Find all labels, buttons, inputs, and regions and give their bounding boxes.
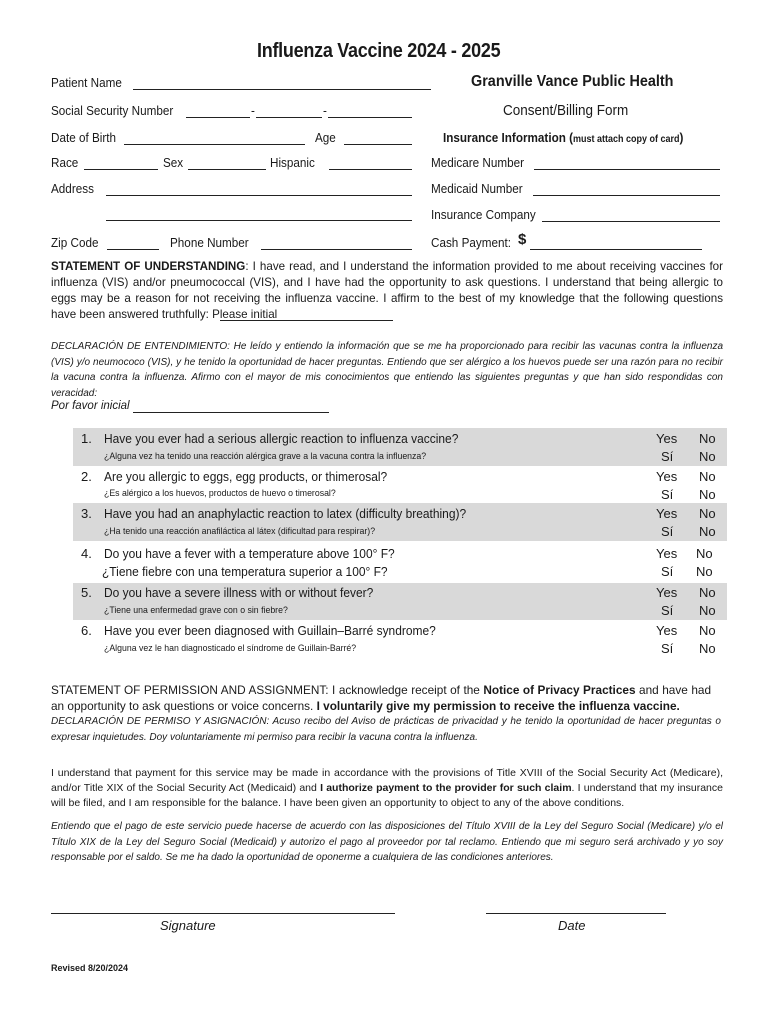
medicare-field[interactable] <box>534 169 720 170</box>
question-5-yes[interactable]: Yes <box>656 585 678 600</box>
permission-mid: and have had an opportunity to ask questions or voice concerns. <box>51 683 711 713</box>
question-1-yes[interactable]: Yes <box>656 431 678 446</box>
privacy-notice-text: Notice of Privacy Practices <box>483 683 636 697</box>
patient-name-field[interactable] <box>133 89 431 90</box>
payment-lead: I understand that payment for this service may be made in accordance with the provisions of Title XVIII of the Social Security Act (Medicare), and/or Title XIX of the Social Security Act (Medicaid) and <box>51 767 723 794</box>
payment-tail: . I understand that my insurance will be filed, and I am responsible for the balance. I have been given an opportunity to object to any of the above conditions. <box>51 782 723 809</box>
question-5-si[interactable]: Sí <box>661 603 674 618</box>
question-5-number: 5. <box>81 585 92 600</box>
sex-field[interactable] <box>188 169 266 170</box>
question-2-no-es[interactable]: No <box>699 487 716 502</box>
question-6-number: 6. <box>81 623 92 638</box>
cash-payment-label: Cash Payment: <box>431 235 511 250</box>
signature-field[interactable] <box>51 913 395 914</box>
race-label: Race <box>51 155 79 170</box>
question-6-no-es[interactable]: No <box>699 641 716 656</box>
question-4-number: 4. <box>81 546 92 561</box>
question-6-si[interactable]: Sí <box>661 641 674 656</box>
permission-consent-text: I voluntarily give my permission to receive the influenza vaccine. <box>316 699 680 713</box>
question-6-spanish: ¿Alguna vez le han diagnosticado el síndrome de Guillain-Barré? <box>104 643 357 654</box>
insurance-company-label: Insurance Company <box>431 207 536 222</box>
understanding-heading: STATEMENT OF UNDERSTANDING <box>51 260 246 273</box>
question-3-spanish: ¿Ha tenido una reacción anafiláctica al látex (dificultad para respirar)? <box>104 526 376 537</box>
phone-field[interactable] <box>261 249 412 250</box>
question-3-yes[interactable]: Yes <box>656 506 678 521</box>
question-5-spanish: ¿Tiene una enfermedad grave con o sin fiebre? <box>104 605 288 616</box>
question-3-no[interactable]: No <box>699 506 716 521</box>
revised-date: Revised 8/20/2024 <box>51 963 129 973</box>
race-field[interactable] <box>84 169 158 170</box>
dob-label: Date of Birth <box>51 130 117 145</box>
medicaid-field[interactable] <box>533 195 720 196</box>
insurance-heading <box>443 130 683 145</box>
permission-spanish: DECLARACIÓN DE PERMISO Y ASIGNACIÓN: Acuso recibo del Aviso de prácticas de privacidad y he tenido la oportunidad de hacer preguntas o expresar inquietudes. Doy voluntariamente mi permiso para recibir la vacuna contra la influenza. <box>51 716 721 743</box>
address-field-line2[interactable] <box>106 220 412 221</box>
question-5-no-es[interactable]: No <box>699 603 716 618</box>
understanding-text: : I have read, and I understand the information provided to me about receiving vaccines for influenza (VIS) and/or pneumococcal (VIS), and I have had the opportunity to ask questions. I understand that being allergic to eggs may be a reason for not receiving the influenza vaccine. I affirm to the best of my knowledge that the following questions have been answered truthfully: Please initial <box>51 260 723 321</box>
question-2-number: 2. <box>81 469 92 484</box>
organization-name: Granville Vance Public Health <box>471 73 674 90</box>
question-1-no[interactable]: No <box>699 431 716 446</box>
question-1-spanish: ¿Alguna vez ha tenido una reacción alérgica grave a la vacuna contra la influenza? <box>104 451 427 462</box>
insurance-heading-close: ) <box>679 130 684 145</box>
payment-statement <box>51 766 723 811</box>
question-4-text: Do you have a fever with a temperature above 100° F? <box>104 546 395 561</box>
question-1-no-es[interactable]: No <box>699 449 716 464</box>
ssn-field-part1[interactable] <box>186 117 250 118</box>
ssn-dash-1: - <box>251 103 255 118</box>
insurance-note: must attach copy of card <box>573 134 680 145</box>
signature-label: Signature <box>160 918 216 933</box>
patient-name-label: Patient Name <box>51 75 122 90</box>
permission-statement <box>51 682 711 714</box>
question-1-text: Have you ever had a serious allergic reaction to influenza vaccine? <box>104 431 459 446</box>
question-2-si[interactable]: Sí <box>661 487 674 502</box>
understanding-initial-field[interactable] <box>220 320 393 321</box>
permission-lead: STATEMENT OF PERMISSION AND ASSIGNMENT: I acknowledge receipt of the <box>51 683 484 697</box>
question-4-no-es[interactable]: No <box>696 564 713 579</box>
medicare-label: Medicare Number <box>431 155 524 170</box>
payment-spanish: Entiendo que el pago de este servicio puede hacerse de acuerdo con las disposiciones del Título XVIII de la Ley del Seguro Social (Medicare) y/o el Título XIX de la Ley del Seguro Social (Medicaid) y autorizo el pago al proveedor por tal reclamo. Entiendo que mi seguro será archivado y yo soy responsable por el saldo. Se me ha dado la oportunidad de oponerme a cualquiera de las condiciones anteriores. <box>51 821 723 863</box>
page-title: Influenza Vaccine 2024 - 2025 <box>257 40 501 62</box>
medicaid-label: Medicaid Number <box>431 181 523 196</box>
question-2-spanish: ¿Es alérgico a los huevos, productos de huevo o timerosal? <box>104 488 336 499</box>
zip-label: Zip Code <box>51 235 99 250</box>
address-label: Address <box>51 181 94 196</box>
ssn-field-part3[interactable] <box>328 117 412 118</box>
question-3-text: Have you had an anaphylactic reaction to latex (difficulty breathing)? <box>104 506 467 521</box>
date-field[interactable] <box>486 913 666 914</box>
question-6-text: Have you ever been diagnosed with Guillain–Barré syndrome? <box>104 623 436 638</box>
phone-label: Phone Number <box>170 235 249 250</box>
payment-authorize-text: I authorize payment to the provider for such claim <box>320 782 572 794</box>
address-field-line1[interactable] <box>106 195 412 196</box>
ssn-dash-2: - <box>323 103 327 118</box>
spanish-initial-field[interactable] <box>133 412 329 413</box>
question-4-no[interactable]: No <box>696 546 713 561</box>
ssn-label: Social Security Number <box>51 103 174 118</box>
question-5-no[interactable]: No <box>699 585 716 600</box>
question-1-number: 1. <box>81 431 92 446</box>
age-field[interactable] <box>344 144 412 145</box>
zip-field[interactable] <box>107 249 159 250</box>
question-4-yes[interactable]: Yes <box>656 546 678 561</box>
question-6-no[interactable]: No <box>699 623 716 638</box>
age-label: Age <box>315 130 336 145</box>
sex-label: Sex <box>163 155 184 170</box>
question-4-spanish: ¿Tiene fiebre con una temperatura superior a 100° F? <box>102 564 388 579</box>
question-2-no[interactable]: No <box>699 469 716 484</box>
hispanic-label: Hispanic <box>270 155 315 170</box>
dob-field[interactable] <box>124 144 305 145</box>
ssn-field-part2[interactable] <box>256 117 322 118</box>
question-4-si[interactable]: Sí <box>661 564 674 579</box>
question-2-yes[interactable]: Yes <box>656 469 678 484</box>
form-name: Consent/Billing Form <box>503 102 629 119</box>
hispanic-field[interactable] <box>329 169 412 170</box>
understanding-statement <box>51 259 723 323</box>
insurance-heading-text: Insurance Information ( <box>443 130 574 145</box>
question-3-si[interactable]: Sí <box>661 524 674 539</box>
question-1-si[interactable]: Sí <box>661 449 674 464</box>
cash-payment-field[interactable] <box>530 249 702 250</box>
spanish-initial-label: Por favor inicial <box>51 400 130 412</box>
understanding-spanish: DECLARACIÓN DE ENTENDIMIENTO: He leído y entiendo la información que se me ha proporcionado para recibir las vacunas contra la influenza (VIS) y/o neumococo (VIS), y he tenido la oportunidad de hacer preguntas. Entiendo que ser alérgico a los huevos puede ser una razón para no recibir la vacuna contra la influenza. Afirmo con el mayor de mis conocimientos que entiendo las siguientes preguntas y que han sido respondidas con veracidad: <box>51 341 723 399</box>
cash-dollar-sign: $ <box>518 231 527 248</box>
date-label: Date <box>558 918 586 933</box>
question-3-no-es[interactable]: No <box>699 524 716 539</box>
question-2-text: Are you allergic to eggs, egg products, or thimerosal? <box>104 469 388 484</box>
question-5-text: Do you have a severe illness with or without fever? <box>104 585 374 600</box>
question-6-yes[interactable]: Yes <box>656 623 678 638</box>
insurance-company-field[interactable] <box>542 221 720 222</box>
question-3-number: 3. <box>81 506 92 521</box>
